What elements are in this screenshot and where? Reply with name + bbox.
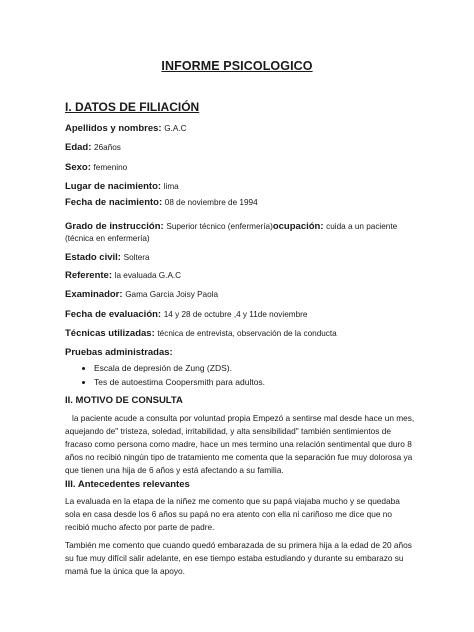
paragraph-antecedentes-1: La evaluada en la etapa de la niñez me comento que su papá viajaba mucho y se quedaba sola en casa desde los 6 años su papá no era atento con ella ni cariñoso me dice que no recibió mucho afecto por parte de padre. xyxy=(65,496,400,532)
field-fecha-evaluacion xyxy=(65,309,425,321)
list-item: • Escala de depresión de Zung (ZDS). xyxy=(94,362,424,376)
section-heading-datos: I. DATOS DE FILIACIÓN xyxy=(65,100,200,114)
field-label: Fecha de evaluación: xyxy=(65,309,162,320)
field-value: Soltera xyxy=(123,253,150,262)
field-edad xyxy=(65,142,425,154)
field-value: Superior técnico (enfermería) xyxy=(166,222,273,231)
field-label-ocupacion: ocupación: xyxy=(272,221,324,232)
paragraph-motivo: la paciente acude a consulta por voluntad propia Empezó a sentirse mal desde hace un mes, aquejando de" tristeza, soledad, irritabilidad, y alta sensibilidad" también sentimientos de fracaso como persona como madre, hace un mes termino una relación sentimental que duro 8 años no recibió ningún tipo de tratamiento me comenta que la separación fue muy dolorosa ya que tienen una hija de 6 años y está afectando a su familia. xyxy=(65,413,415,475)
field-label: Edad: xyxy=(65,142,92,153)
field-label: Apellidos y nombres: xyxy=(65,123,162,134)
section-heading-antecedentes: III. Antecedentes relevantes xyxy=(65,479,190,490)
paragraph-antecedentes-2: También me comento que cuando quedó embarazada de su primera hija a la edad de 20 años su fue muy difícil salir adelante, en ese tiempo estaba estudiando y durante su embarazo su mamá fue la única que la apoyo. xyxy=(65,540,412,576)
field-value: G.A.C xyxy=(164,124,187,133)
field-label: Estado civil: xyxy=(65,252,121,263)
pruebas-heading: Pruebas administradas: xyxy=(65,347,173,358)
section-heading-motivo: II. MOTIVO DE CONSULTA xyxy=(65,395,183,406)
field-examinador xyxy=(65,289,425,301)
pruebas-list xyxy=(65,362,424,389)
field-value: Gama Garcia Joisy Paola xyxy=(125,290,219,299)
document-title: INFORME PSICOLOGICO xyxy=(161,59,313,73)
field-value: 26años xyxy=(94,143,121,152)
field-fecha-nacimiento xyxy=(65,197,425,209)
field-sexo xyxy=(65,162,425,174)
field-value-ocupacion: cuida a un paciente (técnica en enfermería) xyxy=(65,222,398,243)
field-label: Referente: xyxy=(65,270,112,281)
field-value: técnica de entrevista, observación de la conducta xyxy=(157,329,337,338)
field-value: femenino xyxy=(93,163,128,172)
field-value: 08 de noviembre de 1994 xyxy=(164,198,258,207)
field-label: Sexo: xyxy=(65,162,91,173)
list-item: • Tes de autoestima Coopersmith para adultos. xyxy=(94,376,424,390)
field-label: Examinador: xyxy=(65,289,123,300)
field-value: lima xyxy=(163,182,179,191)
field-tecnicas xyxy=(65,328,425,340)
field-lugar xyxy=(65,181,425,193)
field-label: Técnicas utilizadas: xyxy=(65,328,155,339)
field-value: 14 y 28 de octubre ,4 y 11de noviembre xyxy=(163,310,308,319)
field-nombres xyxy=(65,123,425,135)
field-referente xyxy=(65,270,425,282)
field-estado-civil xyxy=(65,252,425,264)
field-value: la evaluada G.A.C xyxy=(114,271,182,280)
field-label: Fecha de nacimiento: xyxy=(65,197,163,208)
field-instruccion xyxy=(65,221,425,245)
field-label: Lugar de nacimiento: xyxy=(65,181,162,192)
field-label: Grado de instrucción: xyxy=(65,221,164,232)
